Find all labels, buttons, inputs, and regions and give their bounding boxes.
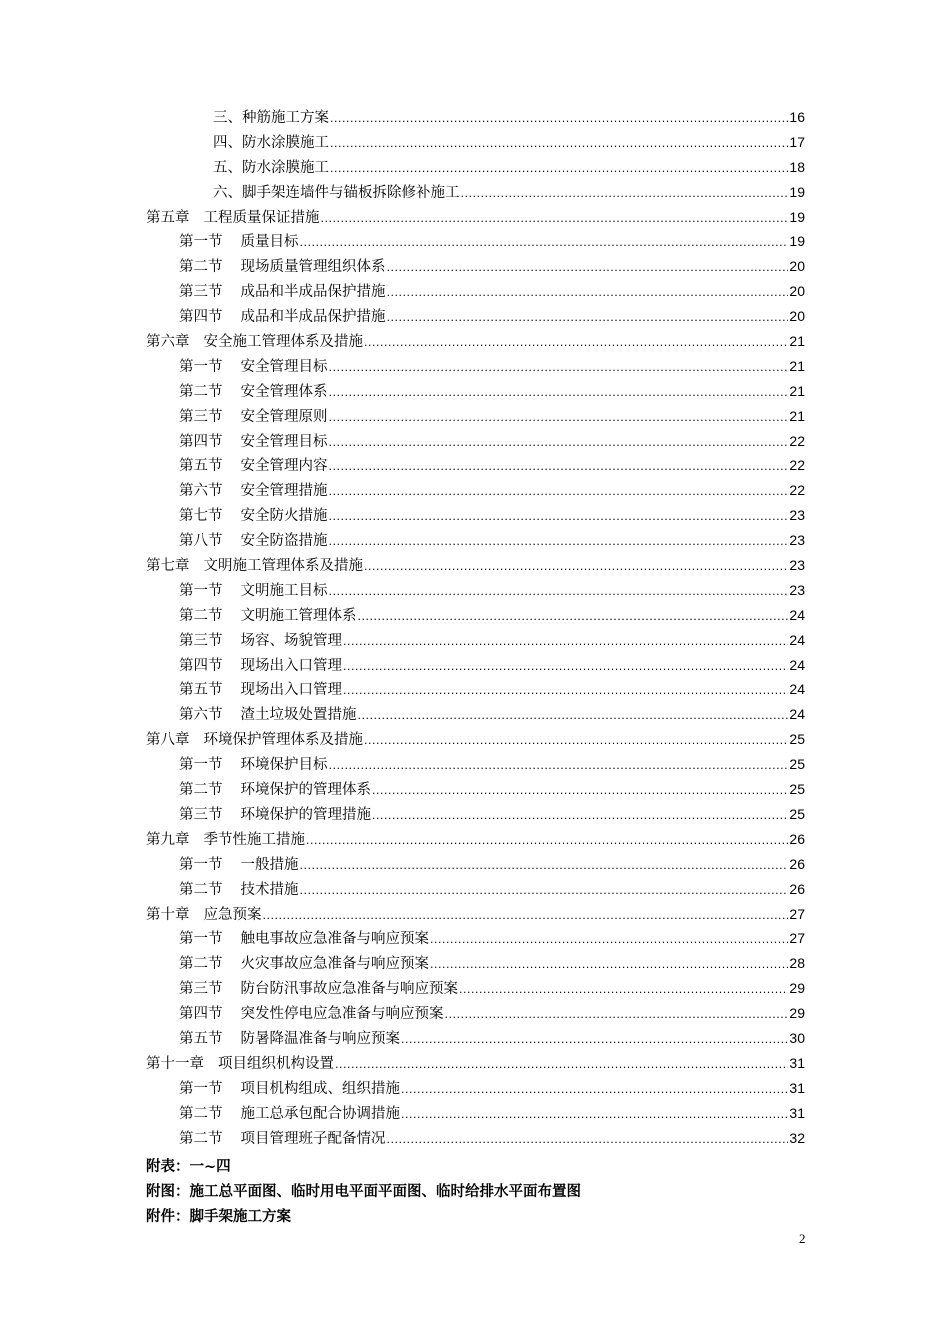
toc-entry-title: 环境保护的管理体系: [240, 782, 371, 799]
toc-entry-section[interactable]: [0, 653, 950, 678]
toc-entry-item[interactable]: [0, 105, 950, 130]
toc-entry-number: 第四节: [179, 309, 223, 326]
toc-entry-page: 26: [789, 880, 805, 897]
toc-entry-number: 第十章: [146, 906, 190, 923]
toc-entry-number: 第二节: [179, 881, 223, 898]
toc-entry-page: 24: [789, 631, 805, 648]
toc-entry-number: 第二节: [179, 1130, 223, 1147]
toc-entry-page: 19: [789, 208, 805, 225]
toc-entry-number: 第七章: [146, 558, 190, 575]
toc-entry-page: 23: [789, 581, 805, 598]
toc-entry-page: 24: [789, 706, 805, 723]
toc-entry-title: 项目组织机构设置: [218, 1055, 334, 1072]
toc-entry-title: 突发性停电应急准备与响应预案: [240, 1006, 444, 1023]
toc-entry-title: 应急预案: [203, 906, 262, 923]
toc-dot-leader: [343, 655, 788, 680]
toc-dot-leader: [329, 580, 789, 605]
toc-entry-title: 六、脚手架连墙件与锚板拆除修补施工: [213, 184, 460, 201]
toc-entry-section[interactable]: [0, 951, 950, 976]
toc-dot-leader: [364, 555, 788, 580]
toc-dot-leader: [459, 978, 788, 1003]
toc-dot-leader: [329, 381, 789, 406]
page-number: 2: [799, 1231, 806, 1246]
toc-entry-page: 26: [789, 855, 805, 872]
toc-dot-leader: [401, 1078, 788, 1103]
toc-dot-leader: [329, 505, 789, 530]
toc-dot-leader: [387, 256, 789, 281]
toc-entry-title: 场容、场貌管理: [240, 632, 342, 649]
toc-entry-number: 第八章: [146, 732, 190, 749]
toc-dot-leader: [330, 157, 788, 182]
toc-dot-leader: [329, 406, 789, 431]
toc-entry-item[interactable]: [0, 155, 950, 180]
toc-entry-section[interactable]: [0, 926, 950, 951]
toc-entry-page: 20: [789, 308, 805, 325]
toc-entry-number: 第一节: [179, 358, 223, 375]
toc-dot-leader: [430, 953, 788, 978]
toc-entry-page: 29: [789, 980, 805, 997]
toc-entry-number: 第二节: [179, 1105, 223, 1122]
toc-entry-page: 21: [789, 382, 805, 399]
toc-entry-title: 环境保护目标: [240, 757, 328, 774]
toc-entry-title: 安全管理体系: [240, 383, 328, 400]
toc-entry-chapter[interactable]: [0, 727, 950, 752]
toc-entry-chapter[interactable]: [0, 827, 950, 852]
toc-entry-chapter[interactable]: [0, 205, 950, 230]
toc-entry-number: 第一节: [179, 856, 223, 873]
toc-dot-leader: [321, 207, 789, 232]
toc-entry-number: 第七节: [179, 508, 223, 525]
toc-entry-page: 23: [789, 532, 805, 549]
toc-entry-section[interactable]: [0, 503, 950, 528]
toc-entry-title: 安全管理目标: [240, 358, 328, 375]
toc-entry-number: 第一节: [179, 931, 223, 948]
toc-dot-leader: [306, 829, 788, 854]
toc-entry-number: 第二节: [179, 782, 223, 799]
toc-dot-leader: [430, 928, 788, 953]
toc-entry-page: 17: [789, 133, 805, 150]
toc-entry-section[interactable]: [0, 404, 950, 429]
toc-dot-leader: [263, 904, 789, 929]
toc-dot-leader: [372, 804, 788, 829]
toc-dot-leader: [358, 704, 789, 729]
toc-entry-number: 第五节: [179, 1030, 223, 1047]
toc-entry-title: 安全管理措施: [240, 483, 328, 500]
toc-entry-section[interactable]: [0, 752, 950, 777]
toc-entry-chapter[interactable]: [0, 1051, 950, 1076]
toc-entry-page: 27: [789, 930, 805, 947]
toc-entry-title: 文明施工管理体系及措施: [203, 558, 363, 575]
toc-dot-leader: [329, 480, 789, 505]
appendix-drawings: 附图：施工总平面图、临时用电平面平面图、临时给排水平面布置图: [146, 1184, 581, 1200]
toc-entry-section[interactable]: [0, 528, 950, 553]
toc-entry-page: 29: [789, 1005, 805, 1022]
toc-entry-section[interactable]: [0, 379, 950, 404]
toc-entry-page: 25: [789, 756, 805, 773]
toc-entry-section[interactable]: [0, 852, 950, 877]
toc-entry-title: 火灾事故应急准备与响应预案: [240, 956, 429, 973]
toc-entry-page: 27: [789, 905, 805, 922]
toc-entry-title: 文明施工管理体系: [240, 607, 357, 624]
toc-entry-title: 项目管理班子配备情况: [240, 1130, 386, 1147]
toc-entry-page: 21: [789, 333, 805, 350]
toc-entry-page: 32: [789, 1129, 805, 1146]
toc-entry-title: 成品和半成品保护措施: [240, 309, 386, 326]
toc-entry-number: 第四节: [179, 433, 223, 450]
toc-entry-number: 第五节: [179, 458, 223, 475]
toc-entry-title: 渣土垃圾处置措施: [240, 707, 357, 724]
toc-entry-number: 第三节: [179, 284, 223, 301]
toc-entry-page: 25: [789, 731, 805, 748]
toc-entry-title: 文明施工目标: [240, 582, 328, 599]
toc-entry-section[interactable]: [0, 453, 950, 478]
toc-entry-section[interactable]: [0, 777, 950, 802]
toc-entry-section[interactable]: [0, 677, 950, 702]
toc-entry-section[interactable]: [0, 877, 950, 902]
toc-entry-page: 19: [789, 233, 805, 250]
toc-entry-title: 成品和半成品保护措施: [240, 284, 386, 301]
toc-entry-number: 第二节: [179, 956, 223, 973]
appendix-attachments: 附件：脚手架施工方案: [146, 1209, 291, 1225]
toc-entry-number: 第三节: [179, 408, 223, 425]
toc-entry-title: 环境保护的管理措施: [240, 806, 371, 823]
toc-entry-page: 20: [789, 283, 805, 300]
toc-entry-section[interactable]: [0, 429, 950, 454]
toc-dot-leader: [445, 1003, 789, 1028]
toc-dot-leader: [372, 779, 788, 804]
toc-entry-page: 26: [789, 830, 805, 847]
toc-entry-page: 24: [789, 606, 805, 623]
toc-entry-title: 施工总承包配合协调措施: [240, 1105, 400, 1122]
toc-entry-page: 25: [789, 805, 805, 822]
toc-entry-section[interactable]: [0, 229, 950, 254]
toc-entry-title: 技术措施: [240, 881, 299, 898]
toc-dot-leader: [343, 630, 788, 655]
toc-entry-page: 25: [789, 781, 805, 798]
toc-dot-leader: [329, 530, 789, 555]
toc-entry-section[interactable]: [0, 279, 950, 304]
toc-entry-title: 安全管理内容: [240, 458, 328, 475]
toc-entry-number: 第二节: [179, 383, 223, 400]
toc-entry-page: 22: [789, 482, 805, 499]
toc-dot-leader: [364, 729, 788, 754]
toc-entry-section[interactable]: [0, 628, 950, 653]
toc-entry-chapter[interactable]: [0, 902, 950, 927]
toc-dot-leader: [461, 182, 789, 207]
toc-dot-leader: [330, 107, 788, 132]
toc-entry-section[interactable]: [0, 478, 950, 503]
toc-dot-leader: [387, 281, 789, 306]
toc-entry-page: 31: [789, 1054, 805, 1071]
toc-dot-leader: [335, 1053, 788, 1078]
table-of-contents: [0, 105, 950, 1150]
toc-entry-page: 31: [789, 1079, 805, 1096]
toc-entry-title: 安全管理目标: [240, 433, 328, 450]
toc-entry-title: 触电事故应急准备与响应预案: [240, 931, 429, 948]
toc-entry-number: 第三节: [179, 981, 223, 998]
toc-entry-page: 28: [789, 955, 805, 972]
toc-dot-leader: [330, 132, 788, 157]
toc-entry-number: 第九章: [146, 831, 190, 848]
toc-entry-title: 安全施工管理体系及措施: [203, 334, 363, 351]
toc-dot-leader: [364, 331, 788, 356]
appendix-tables: 附表：一~四: [146, 1159, 231, 1175]
toc-entry-number: 第四节: [179, 1006, 223, 1023]
toc-entry-page: 31: [789, 1104, 805, 1121]
toc-entry-number: 第四节: [179, 657, 223, 674]
toc-entry-title: 工程质量保证措施: [203, 209, 320, 226]
toc-entry-page: 20: [789, 258, 805, 275]
toc-entry-title: 环境保护管理体系及措施: [203, 732, 363, 749]
toc-entry-number: 第六节: [179, 483, 223, 500]
toc-entry-chapter[interactable]: [0, 329, 950, 354]
toc-dot-leader: [329, 754, 789, 779]
toc-entry-number: 第一节: [179, 234, 223, 251]
toc-dot-leader: [401, 1028, 788, 1053]
toc-entry-item[interactable]: [0, 130, 950, 155]
toc-entry-item[interactable]: [0, 180, 950, 205]
toc-entry-page: 24: [789, 681, 805, 698]
toc-entry-title: 一般措施: [240, 856, 299, 873]
toc-entry-number: 第一节: [179, 757, 223, 774]
toc-entry-section[interactable]: [0, 702, 950, 727]
toc-entry-number: 第五章: [146, 209, 190, 226]
toc-entry-number: 第六章: [146, 334, 190, 351]
toc-entry-section[interactable]: [0, 304, 950, 329]
toc-entry-section[interactable]: [0, 1001, 950, 1026]
toc-dot-leader: [300, 854, 789, 879]
toc-dot-leader: [401, 1103, 788, 1128]
toc-entry-section[interactable]: [0, 1026, 950, 1051]
toc-entry-page: 30: [789, 1029, 805, 1046]
toc-entry-title: 现场出入口管理: [240, 682, 342, 699]
toc-entry-page: 23: [789, 557, 805, 574]
toc-entry-page: 22: [789, 432, 805, 449]
toc-dot-leader: [343, 679, 788, 704]
toc-entry-number: 第八节: [179, 533, 223, 550]
toc-dot-leader: [387, 306, 789, 331]
toc-entry-title: 三、种筋施工方案: [213, 110, 329, 126]
toc-entry-title: 防台防汛事故应急准备与响应预案: [240, 981, 458, 998]
toc-entry-page: 18: [789, 158, 805, 175]
toc-entry-section[interactable]: [0, 976, 950, 1001]
toc-entry-number: 第六节: [179, 707, 223, 724]
toc-entry-number: 第二节: [179, 607, 223, 624]
toc-entry-section[interactable]: [0, 354, 950, 379]
toc-entry-page: 21: [789, 407, 805, 424]
toc-entry-section[interactable]: [0, 1101, 950, 1126]
toc-entry-number: 第二节: [179, 259, 223, 276]
toc-entry-title: 现场质量管理组织体系: [240, 259, 386, 276]
toc-entry-section[interactable]: [0, 578, 950, 603]
toc-entry-chapter[interactable]: [0, 553, 950, 578]
toc-dot-leader: [329, 356, 789, 381]
toc-entry-title: 安全管理原则: [240, 408, 328, 425]
toc-entry-title: 项目机构组成、组织措施: [240, 1080, 400, 1097]
toc-dot-leader: [329, 431, 789, 456]
toc-entry-number: 第一节: [179, 1080, 223, 1097]
toc-dot-leader: [300, 879, 789, 904]
toc-entry-title: 防暑降温准备与响应预案: [240, 1030, 400, 1047]
toc-dot-leader: [329, 455, 789, 480]
toc-entry-title: 安全防盗措施: [240, 533, 328, 550]
toc-entry-page: 23: [789, 507, 805, 524]
toc-entry-number: 第三节: [179, 632, 223, 649]
toc-entry-page: 16: [789, 109, 805, 125]
toc-entry-page: 19: [789, 183, 805, 200]
toc-entry-section[interactable]: [0, 254, 950, 279]
toc-dot-leader: [387, 1128, 789, 1153]
toc-entry-page: 24: [789, 656, 805, 673]
toc-entry-section[interactable]: [0, 1076, 950, 1101]
toc-dot-leader: [300, 231, 789, 256]
toc-entry-number: 第五节: [179, 682, 223, 699]
toc-entry-section[interactable]: [0, 603, 950, 628]
toc-entry-title: 季节性施工措施: [203, 831, 305, 848]
toc-entry-title: 质量目标: [240, 234, 299, 251]
toc-entry-page: 22: [789, 457, 805, 474]
toc-entry-section[interactable]: [0, 802, 950, 827]
toc-entry-title: 现场出入口管理: [240, 657, 342, 674]
toc-entry-number: 第十一章: [146, 1055, 204, 1072]
toc-entry-title: 四、防水涂膜施工: [213, 134, 329, 151]
toc-entry-title: 五、防水涂膜施工: [213, 159, 329, 176]
toc-entry-number: 第一节: [179, 582, 223, 599]
toc-entry-title: 安全防火措施: [240, 508, 328, 525]
toc-entry-page: 21: [789, 357, 805, 374]
toc-entry-number: 第三节: [179, 806, 223, 823]
toc-entry-section[interactable]: [0, 1126, 950, 1151]
toc-dot-leader: [358, 605, 789, 630]
